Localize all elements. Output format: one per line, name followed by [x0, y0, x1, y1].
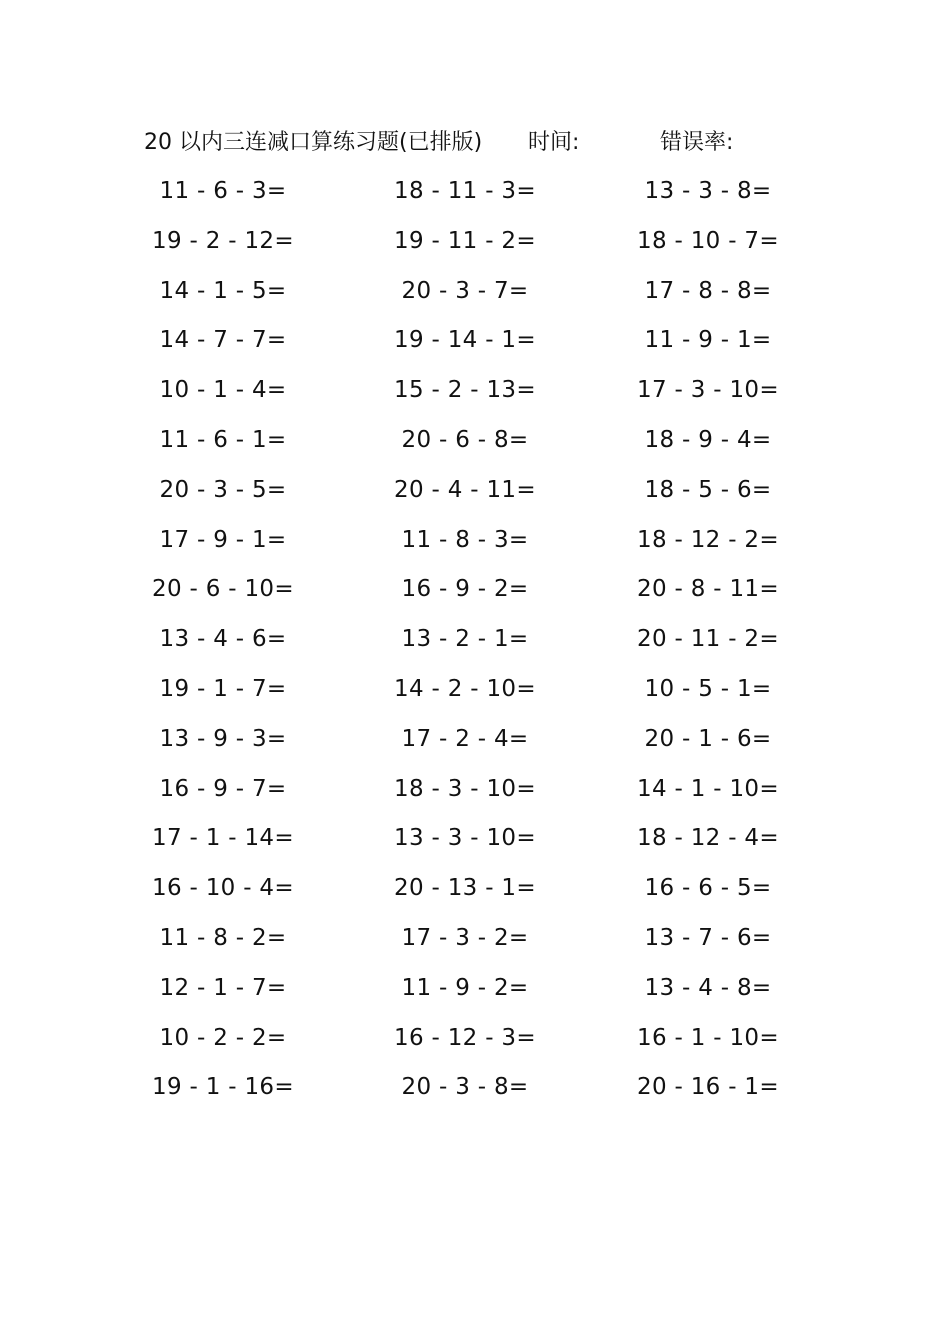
- worksheet-header: [144, 126, 804, 160]
- problem-item: 19 - 2 - 12=: [152, 227, 294, 254]
- problem-item: 11 - 6 - 3=: [159, 178, 287, 204]
- problem-row: [0, 220, 950, 270]
- problem-item: 10 - 2 - 2=: [159, 1024, 287, 1051]
- problem-item: 20 - 3 - 5=: [159, 476, 287, 503]
- problem-item: 11 - 8 - 3=: [401, 526, 529, 553]
- problem-item: 18 - 3 - 10=: [394, 775, 536, 802]
- problem-item: 17 - 3 - 10=: [637, 377, 779, 404]
- problem-item: 10 - 1 - 4=: [159, 377, 287, 404]
- problem-item: 12 - 1 - 7=: [159, 974, 287, 1001]
- problem-item: 13 - 9 - 3=: [159, 725, 287, 752]
- problem-item: 13 - 3 - 8=: [644, 178, 772, 204]
- problem-row: [0, 768, 950, 818]
- problem-row: [0, 917, 950, 967]
- problem-item: 20 - 11 - 2=: [637, 626, 779, 653]
- problem-row: [0, 319, 950, 369]
- problem-row: [0, 1017, 950, 1067]
- problem-item: 16 - 6 - 5=: [644, 875, 772, 902]
- problem-item: 17 - 8 - 8=: [644, 277, 772, 304]
- error-rate-label: 错误率:: [660, 130, 734, 155]
- problem-row: [0, 1066, 950, 1116]
- problem-item: 14 - 1 - 10=: [637, 775, 779, 802]
- problem-item: 20 - 4 - 11=: [394, 476, 536, 503]
- problem-row: [0, 369, 950, 419]
- problem-item: 15 - 2 - 13=: [394, 377, 536, 404]
- problem-item: 16 - 9 - 2=: [401, 576, 529, 603]
- problem-item: 20 - 6 - 8=: [401, 426, 529, 453]
- problem-row: [0, 718, 950, 768]
- problem-row: [0, 270, 950, 320]
- problem-item: 19 - 11 - 2=: [394, 227, 536, 254]
- problem-item: 14 - 7 - 7=: [159, 327, 287, 354]
- problem-row: [0, 817, 950, 867]
- problem-row: [0, 519, 950, 569]
- problem-item: 18 - 11 - 3=: [394, 178, 536, 204]
- problem-item: 18 - 9 - 4=: [644, 426, 772, 453]
- problem-item: 16 - 9 - 7=: [159, 775, 287, 802]
- problem-row: [0, 668, 950, 718]
- problem-item: 17 - 3 - 2=: [401, 924, 529, 951]
- problem-item: 14 - 2 - 10=: [394, 675, 536, 702]
- problem-item: 16 - 1 - 10=: [637, 1024, 779, 1051]
- problem-row: [0, 967, 950, 1017]
- problem-item: 11 - 9 - 1=: [644, 327, 772, 354]
- problem-item: 18 - 12 - 2=: [637, 526, 779, 553]
- problem-item: 20 - 3 - 7=: [401, 277, 529, 304]
- problem-item: 16 - 12 - 3=: [394, 1024, 536, 1051]
- problem-item: 17 - 9 - 1=: [159, 526, 287, 553]
- worksheet-title: 20 以内三连减口算练习题(已排版): [144, 130, 483, 155]
- problem-row: [0, 618, 950, 668]
- problem-item: 13 - 2 - 1=: [401, 626, 529, 653]
- problem-item: 13 - 4 - 8=: [644, 974, 772, 1001]
- problem-item: 20 - 6 - 10=: [152, 576, 294, 603]
- problem-item: 16 - 10 - 4=: [152, 875, 294, 902]
- problem-item: 11 - 6 - 1=: [159, 426, 287, 453]
- problem-item: 18 - 5 - 6=: [644, 476, 772, 503]
- problem-item: 17 - 2 - 4=: [401, 725, 529, 752]
- problem-row: [0, 469, 950, 519]
- problem-row: [0, 568, 950, 618]
- problem-row: [0, 867, 950, 917]
- problem-item: 11 - 9 - 2=: [401, 974, 529, 1001]
- problem-item: 18 - 10 - 7=: [637, 227, 779, 254]
- problem-item: 20 - 8 - 11=: [637, 576, 779, 603]
- problem-item: 20 - 3 - 8=: [401, 1074, 529, 1101]
- problem-item: 20 - 16 - 1=: [637, 1074, 779, 1101]
- problem-row: [0, 419, 950, 469]
- problem-item: 20 - 13 - 1=: [394, 875, 536, 902]
- problem-item: 19 - 14 - 1=: [394, 327, 536, 354]
- problem-item: 14 - 1 - 5=: [159, 277, 287, 304]
- problem-row: [0, 170, 950, 220]
- problem-item: 13 - 4 - 6=: [159, 626, 287, 653]
- problem-grid: [0, 170, 950, 1116]
- problem-item: 13 - 7 - 6=: [644, 924, 772, 951]
- problem-item: 19 - 1 - 16=: [152, 1074, 294, 1101]
- problem-item: 10 - 5 - 1=: [644, 675, 772, 702]
- problem-item: 17 - 1 - 14=: [152, 825, 294, 852]
- problem-item: 20 - 1 - 6=: [644, 725, 772, 752]
- problem-item: 13 - 3 - 10=: [394, 825, 536, 852]
- problem-item: 18 - 12 - 4=: [637, 825, 779, 852]
- time-label: 时间:: [528, 130, 580, 155]
- problem-item: 19 - 1 - 7=: [159, 675, 287, 702]
- problem-item: 11 - 8 - 2=: [159, 924, 287, 951]
